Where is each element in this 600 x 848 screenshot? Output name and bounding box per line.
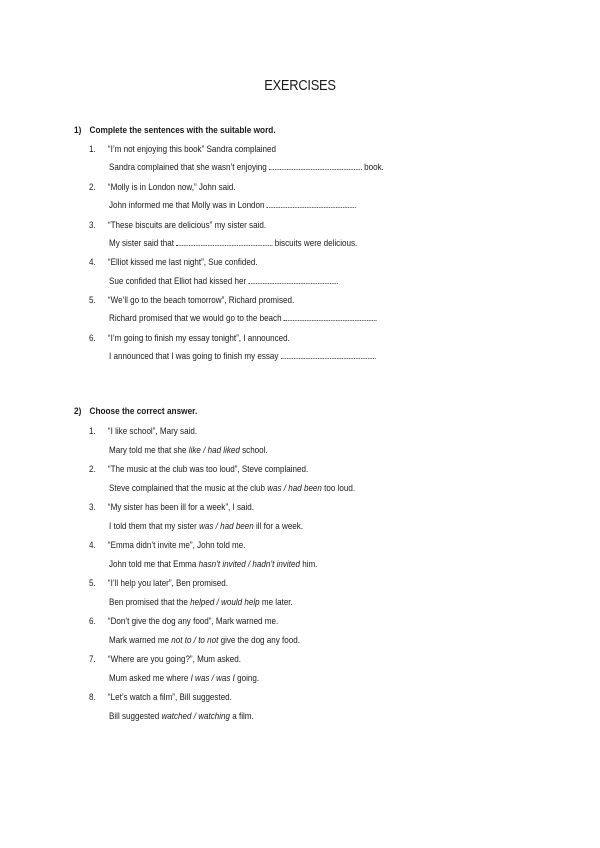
- s2-item-6-prompt: [89, 615, 278, 626]
- answer-text-after: biscuits were delicious.: [274, 237, 358, 248]
- answer-text-after: give the dog any food.: [220, 634, 300, 645]
- answer-blank[interactable]: [248, 275, 337, 284]
- answer-text-after: ill for a week.: [256, 520, 304, 531]
- s2-item-7-prompt: [89, 653, 241, 664]
- s1-item-5-prompt: [89, 294, 294, 305]
- s1-item-5-answer-line: [109, 312, 377, 323]
- item-prompt: “I’m going to finish my essay tonight”, I announced.: [107, 332, 290, 343]
- s2-item-6-answer-line: [109, 634, 300, 645]
- answer-options[interactable]: I was / was I: [190, 672, 235, 683]
- s2-item-5-answer-line: [109, 596, 293, 607]
- answer-blank[interactable]: [269, 161, 362, 170]
- answer-text-after: me later.: [261, 596, 293, 607]
- s2-item-3-prompt: [89, 501, 254, 512]
- answer-blank[interactable]: [281, 350, 376, 359]
- s2-item-8-answer-line: [109, 710, 254, 721]
- answer-text-after: him.: [302, 558, 318, 569]
- answer-text-before: My sister said that: [109, 237, 174, 248]
- answer-text-before: Mark warned me: [109, 634, 170, 645]
- item-prompt: “Don’t give the dog any food”, Mark warned me.: [107, 615, 279, 626]
- item-number: 1.: [89, 425, 96, 436]
- answer-text-before: Sandra complained that she wasn’t enjoying: [109, 161, 267, 172]
- answer-text-before: I told them that my sister: [109, 520, 197, 531]
- item-prompt: “The music at the club was too loud”, Steve complained.: [107, 463, 309, 474]
- answer-options[interactable]: helped / would help: [190, 596, 260, 607]
- item-prompt: “Molly is in London now,” John said.: [107, 181, 236, 192]
- section-1-number: 1): [74, 125, 82, 136]
- s1-item-4-prompt: [89, 256, 258, 267]
- s1-item-1-answer-line: [109, 161, 384, 172]
- item-prompt: “I’ll help you later”, Ben promised.: [107, 577, 229, 588]
- item-prompt: “I’m not enjoying this book” Sandra complained: [107, 143, 276, 154]
- item-number: 4.: [89, 539, 96, 550]
- page-title: EXERCISES: [264, 77, 336, 94]
- s2-item-4-prompt: [89, 539, 245, 550]
- item-number: 4.: [89, 256, 96, 267]
- section-1-heading: [74, 125, 276, 136]
- item-number: 5.: [89, 577, 96, 588]
- answer-text-before: John informed me that Molly was in London: [109, 199, 265, 210]
- answer-text-before: I announced that I was going to finish my essay: [109, 350, 279, 361]
- answer-blank[interactable]: [176, 237, 272, 246]
- s2-item-4-answer-line: [109, 558, 317, 569]
- item-number: 2.: [89, 463, 96, 474]
- answer-options[interactable]: not to / to not: [171, 634, 219, 645]
- item-prompt: “Elliot kissed me last night”, Sue confided.: [107, 256, 258, 267]
- item-prompt: “Emma didn’t invite me”, John told me.: [107, 539, 246, 550]
- answer-options[interactable]: hasn’t invited / hadn’t invited: [198, 558, 300, 569]
- s1-item-3-prompt: [89, 219, 266, 230]
- answer-text-after: school.: [242, 444, 268, 455]
- answer-options[interactable]: was / had been: [199, 520, 254, 531]
- item-prompt: “We’ll go to the beach tomorrow”, Richard promised.: [107, 294, 295, 305]
- s2-item-7-answer-line: [109, 672, 259, 683]
- answer-text-after: going.: [237, 672, 260, 683]
- s2-item-1-answer-line: [109, 444, 268, 455]
- answer-options[interactable]: like / had liked: [188, 444, 240, 455]
- section-1-instruction: Complete the sentences with the suitable word.: [89, 125, 276, 136]
- answer-text-before: Mum asked me where: [109, 672, 189, 683]
- s1-item-4-answer-line: [109, 275, 338, 286]
- answer-text-before: Sue confided that Elliot had kissed her: [109, 275, 247, 286]
- answer-blank[interactable]: [267, 199, 356, 208]
- s1-item-6-answer-line: [109, 350, 375, 361]
- item-prompt: “My sister has been ill for a week”, I said.: [107, 501, 254, 512]
- answer-text-before: Bill suggested: [109, 710, 160, 721]
- s1-item-6-prompt: [89, 332, 290, 343]
- item-number: 6.: [89, 332, 96, 343]
- s2-item-8-prompt: [89, 691, 232, 702]
- s2-item-3-answer-line: [109, 520, 303, 531]
- answer-options[interactable]: was / had been: [267, 482, 322, 493]
- section-2-instruction: Choose the correct answer.: [89, 406, 198, 417]
- s2-item-1-prompt: [89, 425, 197, 436]
- answer-text-before: Mary told me that she: [109, 444, 187, 455]
- section-2-number: 2): [74, 406, 82, 417]
- s2-item-5-prompt: [89, 577, 228, 588]
- item-prompt: “Let’s watch a film”, Bill suggested.: [107, 691, 232, 702]
- item-number: 1.: [89, 143, 96, 154]
- item-prompt: “I like school”, Mary said.: [107, 425, 198, 436]
- answer-text-after: a film.: [232, 710, 254, 721]
- s1-item-2-prompt: [89, 181, 236, 192]
- item-number: 2.: [89, 181, 96, 192]
- answer-text-before: Steve complained that the music at the club: [109, 482, 265, 493]
- item-number: 8.: [89, 691, 96, 702]
- s1-item-1-prompt: [89, 143, 276, 154]
- section-2-heading: [74, 406, 197, 417]
- answer-text-after: too loud.: [324, 482, 356, 493]
- answer-options[interactable]: watched / watching: [161, 710, 231, 721]
- item-prompt: “Where are you going?”, Mum asked.: [107, 653, 242, 664]
- item-number: 6.: [89, 615, 96, 626]
- s2-item-2-prompt: [89, 463, 308, 474]
- s1-item-3-answer-line: [109, 237, 357, 248]
- answer-blank[interactable]: [284, 312, 377, 321]
- answer-text-before: John told me that Emma: [109, 558, 197, 569]
- answer-text-after: book.: [364, 161, 384, 172]
- item-number: 3.: [89, 501, 96, 512]
- item-number: 5.: [89, 294, 96, 305]
- item-number: 3.: [89, 219, 96, 230]
- item-prompt: “These biscuits are delicious” my sister said.: [107, 219, 267, 230]
- s2-item-2-answer-line: [109, 482, 355, 493]
- answer-text-before: Ben promised that the: [109, 596, 188, 607]
- answer-text-before: Richard promised that we would go to the beach: [109, 312, 282, 323]
- s1-item-2-answer-line: [109, 199, 356, 210]
- item-number: 7.: [89, 653, 96, 664]
